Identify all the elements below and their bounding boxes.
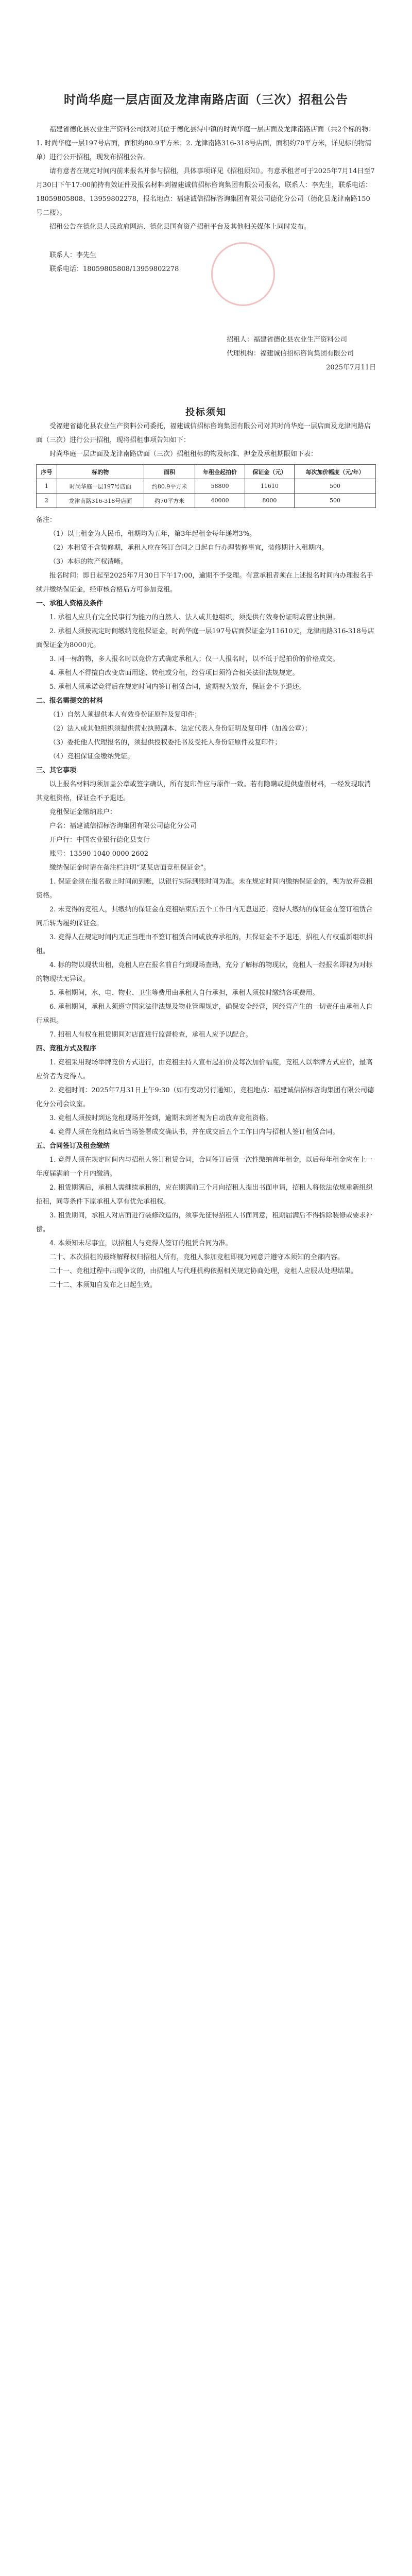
rule-item: 1. 竞租采用现场举牌竞价方式进行，由竞租主持人宣布起拍价及每次加价幅度，竞租人以举牌方式应价，最高应价者为竞得人。 <box>36 1059 373 1080</box>
section-title: 三、其它事项 <box>36 767 77 774</box>
rule-item: 4. 本须知未尽事宜，以招租人与竞得人签订的租赁合同为准。 <box>49 1240 232 1247</box>
signature-top <box>227 333 376 375</box>
table-cell: 11610 <box>245 479 294 494</box>
announcement-paragraph: 请有意者在规定时间内前来报名并参与招租，具体事项详见《招租须知》。有意承租者可于2025年7月14日至7月30日下午17:00前持有效证件及报名材料到福建诚信招标咨询集团有限公司报名，联系人：李先生，联系电话：18059805808、13959802278，报名地点：福建诚信招标咨询集团有限公司德化分公司（德化县龙津南路150号二楼）。 <box>36 167 375 217</box>
doc-item: （3）委托他人代理报名的，须提供授权委托书及受托人身份证原件及复印件； <box>49 739 282 747</box>
col-header: 每次加价幅度（元/年） <box>295 465 376 479</box>
notice-title: 投标须知 <box>185 407 227 418</box>
rule-item: 3. 租赁期间，承租人对店面进行装修改造的，须事先征得招租人书面同意，租期届满后不得拆除装修或要求补偿。 <box>36 1212 373 1233</box>
doc-item: （2）法人或其他组织须提供营业执照副本、法定代表人身份证明及复印件（加盖公章）； <box>49 725 312 733</box>
table-cell: 58800 <box>195 479 245 494</box>
note-line: （1）以上租金为人民币，租期均为五年，第3年起租金每年递增3%。 <box>49 530 256 538</box>
rule-item: 2. 承租人须按规定时间缴纳竞租保证金，时尚华庭一层197号店面保证金为11610元，龙津南路316-318号店面保证金为8000元。 <box>36 628 374 649</box>
rule-item: 2. 竞租时间：2025年7月31日上午9:30（如有变动另行通知），竞租地点：福建诚信招标咨询集团有限公司德化分公司会议室。 <box>36 1087 374 1108</box>
table-cell: 40000 <box>195 494 245 508</box>
announcement-paragraph: 招租公告在德化县人民政府网站、德化县国有资产招租平台及其他相关媒体上同时发布。 <box>49 223 311 231</box>
doc-item: （4）竞租保证金缴纳凭证。 <box>49 753 134 760</box>
bank-line: 户名：福建诚信招标咨询集团有限公司德化分公司 <box>49 822 197 830</box>
table-cell: 8000 <box>245 494 294 508</box>
tenderer-name: 招租人：福建省德化县农业生产资料公司 <box>227 336 348 344</box>
bank-title: 竞租保证金缴纳账户： <box>49 808 117 816</box>
rule-item: 2. 租赁期满后，承租人需继续承租的，应在期满前三个月向招租人提出书面申请，招租人将依法依规重新组织招租，同等条件下原承租人享有优先承租权。 <box>36 1184 373 1206</box>
table-cell: 约80.9平方米 <box>144 479 195 494</box>
table-header-row <box>37 465 376 479</box>
table-cell: 500 <box>295 494 376 508</box>
rule-item: 6. 承租期间，承租人须遵守国家法律法规及物业管理规定，确保安全经营，因经营产生的一切责任由承租人自行承担。 <box>36 1003 373 1025</box>
col-header: 面积 <box>144 465 195 479</box>
contact-phone: 联系电话：18059805808/13959802278 <box>49 265 179 273</box>
table-cell: 约70平方米 <box>144 494 195 508</box>
table-row <box>37 479 376 494</box>
note-line: （3）本标的物产权清晰。 <box>49 558 128 566</box>
bank-line: 账号：13590 1040 0000 2602 <box>49 850 149 858</box>
announcement-paragraph: 福建省德化县农业生产资料公司拟对其位于德化县浔中镇的时尚华庭一层店面及龙津南路店面（共2个标的物：1. 时尚华庭一层197号店面，面积约80.9平方米；2. 龙津南路316-318号店面，面积约70平方米，详见标的物清单）进行公开招租，现发布招租公告。 <box>36 126 375 161</box>
table-cell: 1 <box>37 479 57 494</box>
rule-item: 2. 未竞得的竞租人，其缴纳的保证金在竞租结束后五个工作日内无息退还；竞得人缴纳的保证金在签订租赁合同后转为履约保证金。 <box>36 906 373 927</box>
section-title: 五、合同签订及租金缴纳 <box>36 1142 110 1150</box>
note-line: （2）本租赁不含装修期，承租人应在签订合同之日起自行办理装修事宜，装修期计入租期内。 <box>49 544 329 552</box>
rule-item: 7. 招租人有权在租赁期间对店面进行监督检查，承租人应予以配合。 <box>49 1031 252 1039</box>
doc-item: （1）自然人须提供本人有效身份证原件及复印件； <box>49 711 201 719</box>
section-title: 四、竞租方式及程序 <box>36 1045 97 1053</box>
col-header: 标的物 <box>57 465 144 479</box>
section-title: 二、报名需提交的材料 <box>36 697 104 705</box>
table-cell: 2 <box>37 494 57 508</box>
announcement <box>36 123 376 276</box>
col-header: 年租金起拍价 <box>195 465 245 479</box>
final-note: 二十二、本须知自发布之日起生效。 <box>49 1281 157 1289</box>
notice-section <box>36 405 376 1292</box>
contact-person: 联系人：李先生 <box>49 251 97 259</box>
contact-block <box>36 248 376 276</box>
rule-item: 3. 竞租人须按时到达竞租现场并签到，逾期未到者视为自动放弃竞租资格。 <box>49 1114 272 1122</box>
final-note: 二十、本次招租的最终解释权归招租人所有，竞租人参加竞租即视为同意并遵守本须知的全部内容。 <box>49 1253 345 1261</box>
table-cell: 时尚华庭一层197号店面 <box>57 479 144 494</box>
table-row <box>37 494 376 508</box>
rule-item: 1. 承租人应具有完全民事行为能力的自然人、法人或其他组织，须提供有效身份证明或营业执照。 <box>49 614 339 621</box>
table-cell: 龙津南路316-318号店面 <box>57 494 144 508</box>
announcement-date: 2025年7月11日 <box>326 364 376 371</box>
rule-item: 5. 承租期间，水、电、物业、卫生等费用由承租人自行承担，承租人须按时缴纳各项费用。 <box>49 989 319 997</box>
section-title: 一、承租人资格及条件 <box>36 600 104 607</box>
rule-item: 1. 竞得人须在规定时间内与招租人签订租赁合同，合同签订后须一次性缴纳首年租金，以后每年租金应在上一年度届满前一个月内缴清。 <box>36 1156 373 1178</box>
remarks-intro: 以上报名材料均须加盖公章或签字确认，所有复印件应与原件一致。若有隐瞒或提供虚假材料，一经发现取消其竞租资格，保证金不予退还。 <box>36 781 371 802</box>
agent-name: 代理机构：福建诚信招标咨询集团有限公司 <box>227 350 354 358</box>
notice-intro: 受福建省德化县农业生产资料公司委托，福建诚信招标咨询集团有限公司对其时尚华庭一层店面及龙津南路店面（三次）进行公开招租，现将招租事项告知如下： <box>36 422 371 444</box>
table-caption: 时尚华庭一层店面及龙津南路店面（三次）招租租标的物及标准、押金及承租期限如下表： <box>49 450 318 458</box>
rule-item: 4. 竞得人须在竞租结束后当场签署成交确认书，并在成交后五个工作日内与招租人签订租赁合同。 <box>49 1128 339 1136</box>
rule-item: 3. 同一标的物，多人报名时以竞价方式确定承租人；仅一人报名时，以不低于起拍价的价格成交。 <box>49 655 339 663</box>
rule-item: 1. 保证金须在报名截止时间前到账，以银行实际到账时间为准。未在规定时间内缴纳保证金的，视为放弃竞租资格。 <box>36 878 373 900</box>
final-note: 二十一、竞租过程中出现争议的，由招租人与代理机构依据相关规定协商处理，竞租人应服从处理结果。 <box>49 1267 358 1275</box>
bank-line: 缴纳保证金时请在备注栏注明“某某店面竞租保证金”。 <box>49 864 211 872</box>
rule-item: 3. 竞得人在规定时间内无正当理由不签订租赁合同或放弃承租的，其保证金不予退还，招租人有权重新组织招租。 <box>36 934 373 955</box>
note-line: 备注： <box>36 516 57 524</box>
rule-item: 4. 承租人不得擅自改变店面用途、转租或分租，经营项目须符合相关法律法规规定。 <box>49 669 299 677</box>
company-seal <box>211 242 275 306</box>
table-cell: 500 <box>295 479 376 494</box>
bank-line: 开户行：中国农业银行德化县支行 <box>49 836 150 844</box>
items-table <box>36 464 376 508</box>
col-header: 序号 <box>37 465 57 479</box>
page-title: 时尚华庭一层店面及龙津南路店面（三次）招租公告 <box>64 93 348 107</box>
col-header: 保证金（元） <box>245 465 294 479</box>
rule-item: 5. 承租人须承诺竞得后在规定时间内签订租赁合同，逾期视为放弃，保证金不予退还。 <box>49 683 306 691</box>
register-notice: 报名时间：即日起至2025年7月30日下午17:00，逾期不予受理。有意承租者须在上述报名时间内办理报名手续并缴纳保证金，经审核合格后方可参加竞租。 <box>36 572 373 594</box>
rule-item: 4. 标的物以现状出租，竞租人应在报名前自行到现场查勘，充分了解标的物现状，竞租人一经报名即视为对标的物现状无异议。 <box>36 961 373 983</box>
